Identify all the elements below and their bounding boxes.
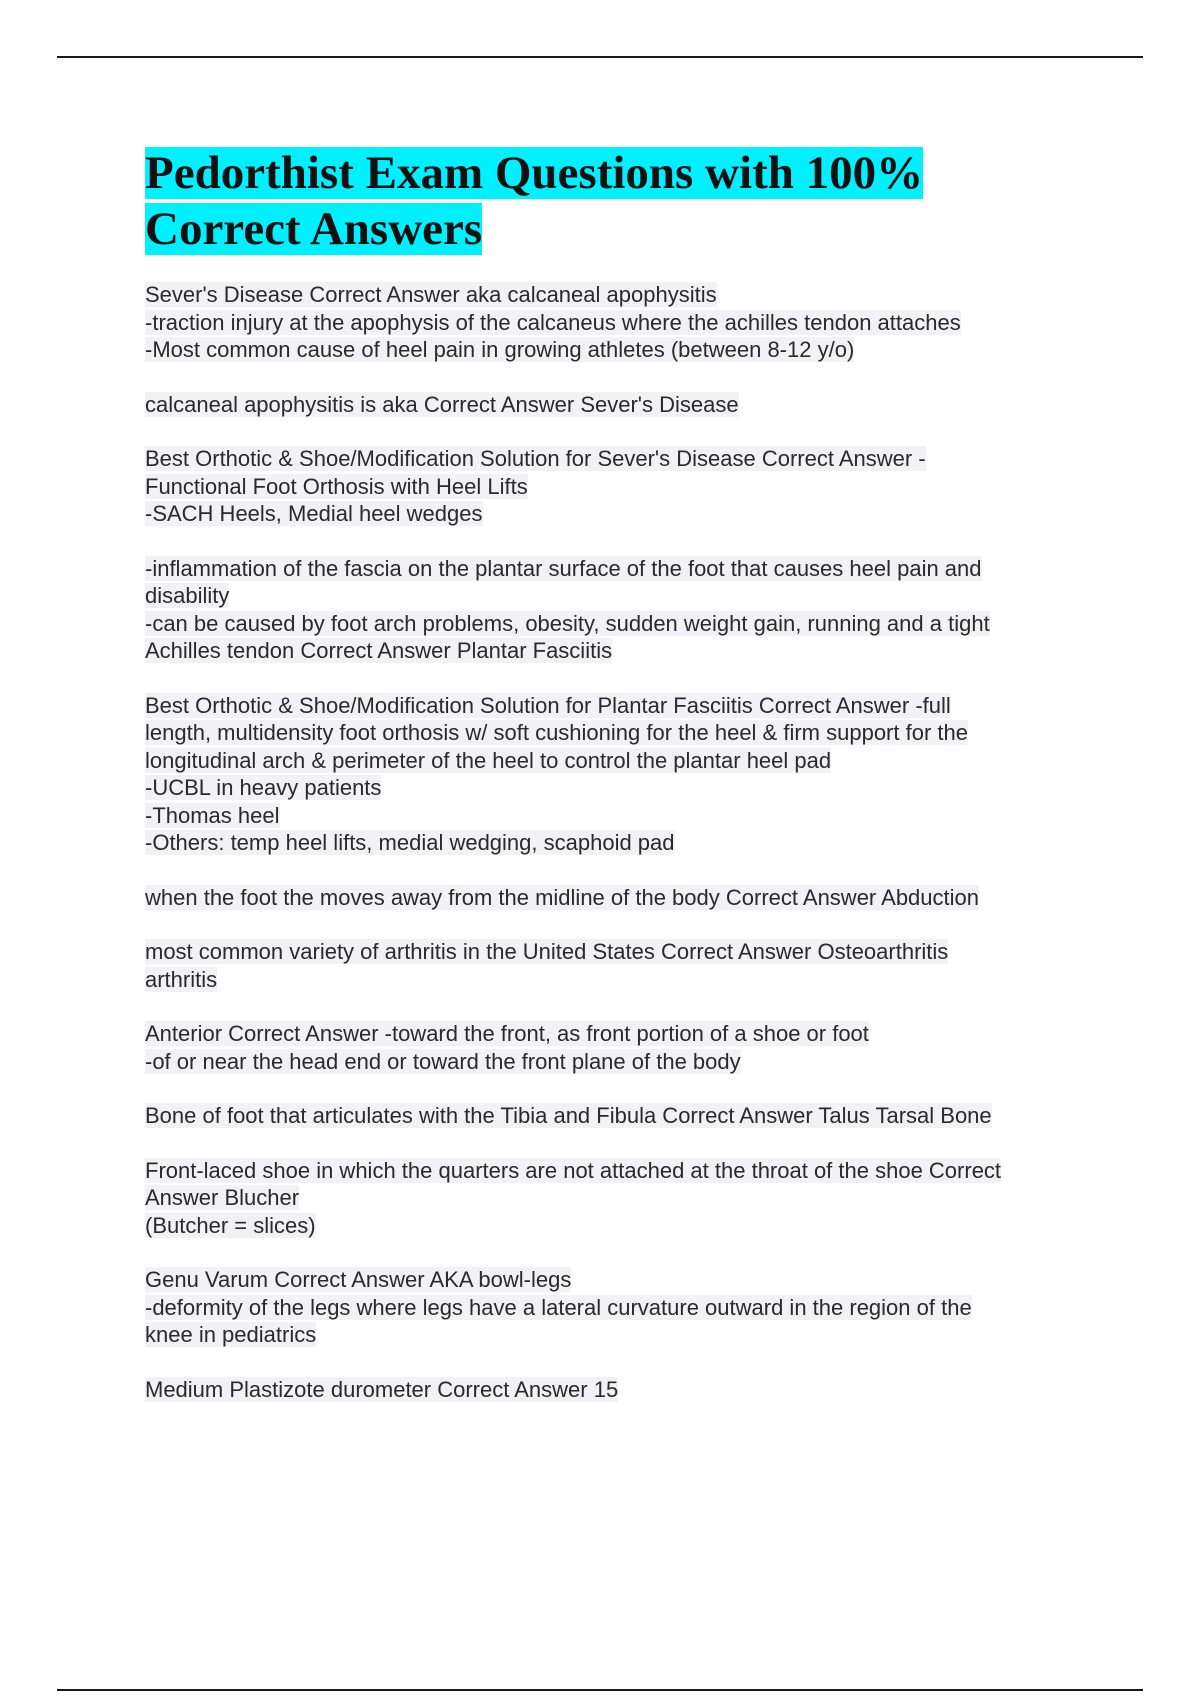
qa-line-text: arthritis [145, 966, 218, 992]
qa-line [145, 938, 1105, 966]
qa-line [145, 884, 1105, 912]
qa-line [145, 1212, 1105, 1240]
qa-line-text: -deformity of the legs where legs have a lateral curvature outward in the region of the [145, 1294, 972, 1320]
qa-line [145, 1266, 1105, 1294]
qa-line-text: (Butcher = slices) [145, 1212, 316, 1238]
qa-line [145, 336, 1105, 364]
qa-entry [145, 1266, 1105, 1349]
qa-line [145, 1294, 1105, 1322]
qa-line [145, 1321, 1105, 1349]
qa-entry [145, 1102, 1105, 1130]
qa-line-text: Sever's Disease Correct Answer aka calcaneal apophysitis [145, 282, 717, 307]
qa-line-text: -Others: temp heel lifts, medial wedging, scaphoid pad [145, 830, 675, 855]
title-line-1: Pedorthist Exam Questions with 100% [145, 147, 924, 199]
document-body [145, 145, 1105, 1430]
qa-line-text: length, multidensity foot orthosis w/ soft cushioning for the heel & firm support for the [145, 720, 968, 745]
qa-line-text: -SACH Heels, Medial heel wedges [145, 501, 483, 526]
qa-line [145, 555, 1105, 583]
qa-line-text: -of or near the head end or toward the front plane of the body [145, 1048, 741, 1074]
qa-line-text: Anterior Correct Answer -toward the front, as front portion of a shoe or foot [145, 1021, 869, 1046]
qa-entry [145, 1376, 1105, 1404]
qa-line [145, 1376, 1105, 1404]
qa-line-text: Front-laced shoe in which the quarters are not attached at the throat of the shoe Correct [145, 1157, 1002, 1183]
qa-line [145, 692, 1105, 720]
qa-line [145, 1048, 1105, 1076]
qa-line [145, 774, 1105, 802]
qa-list [145, 281, 1105, 1403]
qa-line [145, 1184, 1105, 1212]
qa-line-text: Bone of foot that articulates with the Tibia and Fibula Correct Answer Talus Tarsal Bone [145, 1103, 992, 1128]
qa-entry [145, 1020, 1105, 1075]
qa-line-text: -inflammation of the fascia on the plantar surface of the foot that causes heel pain and [145, 555, 982, 581]
qa-entry [145, 391, 1105, 419]
qa-line-text: Best Orthotic & Shoe/Modification Solution for Sever's Disease Correct Answer - [145, 446, 926, 471]
qa-line-text: Achilles tendon Correct Answer Plantar Fasciitis [145, 638, 613, 663]
qa-line [145, 445, 1105, 473]
qa-line-text: -can be caused by foot arch problems, obesity, sudden weight gain, running and a tight [145, 610, 990, 636]
qa-line [145, 719, 1105, 747]
qa-line-text: -UCBL in heavy patients [145, 775, 382, 800]
qa-line [145, 391, 1105, 419]
qa-line-text: Functional Foot Orthosis with Heel Lifts [145, 473, 528, 499]
qa-entry [145, 555, 1105, 665]
qa-line [145, 582, 1105, 610]
qa-line [145, 473, 1105, 501]
header-rule [57, 56, 1143, 58]
qa-line [145, 966, 1105, 994]
qa-line [145, 829, 1105, 857]
qa-line-text: calcaneal apophysitis is aka Correct Answer Sever's Disease [145, 391, 739, 417]
qa-line-text: most common variety of arthritis in the United States Correct Answer Osteoarthritis [145, 939, 949, 964]
title-line-2: Correct Answers [145, 203, 483, 255]
qa-line-text: knee in pediatrics [145, 1322, 317, 1347]
qa-line [145, 1102, 1105, 1130]
qa-entry [145, 938, 1105, 993]
qa-entry [145, 281, 1105, 364]
qa-line [145, 637, 1105, 665]
qa-entry [145, 1157, 1105, 1240]
qa-line-text: -traction injury at the apophysis of the calcaneus where the achilles tendon attaches [145, 309, 961, 335]
qa-line-text: longitudinal arch & perimeter of the heel to control the plantar heel pad [145, 747, 832, 773]
qa-line-text: Medium Plastizote durometer Correct Answer 15 [145, 1376, 619, 1402]
qa-line [145, 281, 1105, 309]
qa-line-text: -Most common cause of heel pain in growing athletes (between 8-12 y/o) [145, 337, 855, 362]
qa-line [145, 802, 1105, 830]
qa-line-text: disability [145, 583, 230, 608]
qa-line [145, 1157, 1105, 1185]
qa-entry [145, 884, 1105, 912]
qa-line [145, 610, 1105, 638]
footer-rule [57, 1689, 1143, 1691]
qa-line [145, 1020, 1105, 1048]
qa-line-text: Best Orthotic & Shoe/Modification Solution for Plantar Fasciitis Correct Answer -full [145, 692, 951, 718]
qa-entry [145, 445, 1105, 528]
qa-line-text: Answer Blucher [145, 1185, 300, 1210]
document-title [145, 145, 1105, 257]
qa-line [145, 309, 1105, 337]
qa-line [145, 747, 1105, 775]
qa-line [145, 500, 1105, 528]
qa-line-text: -Thomas heel [145, 802, 280, 828]
qa-entry [145, 692, 1105, 857]
qa-line-text: when the foot the moves away from the midline of the body Correct Answer Abduction [145, 884, 980, 910]
qa-line-text: Genu Varum Correct Answer AKA bowl-legs [145, 1267, 572, 1292]
